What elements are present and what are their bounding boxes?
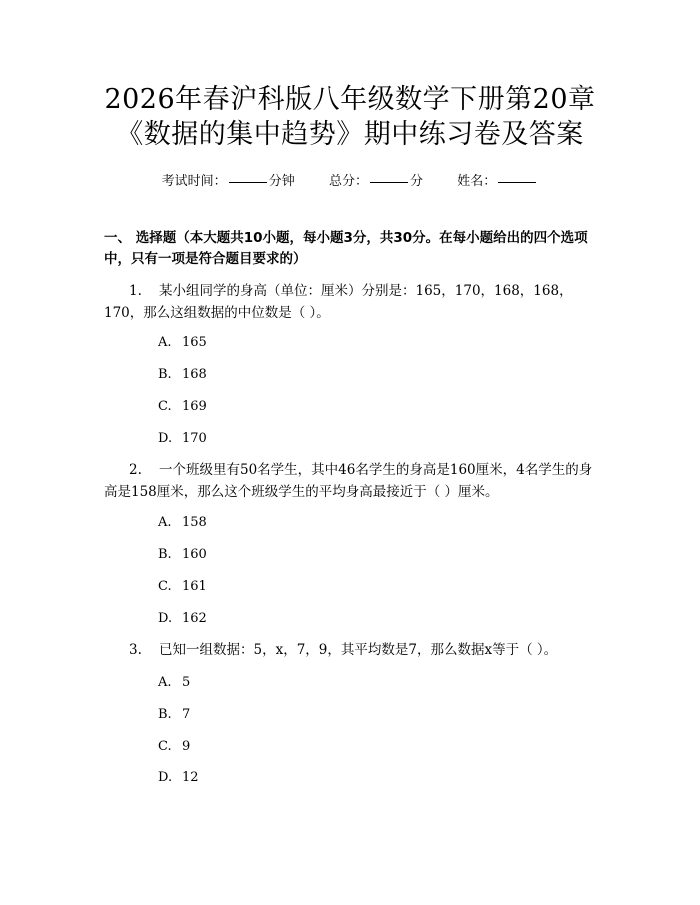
question-3-option-a (158, 676, 190, 689)
option-value: 169 (182, 399, 207, 414)
question-2-option-d (158, 612, 207, 625)
question-1-option-b (158, 368, 207, 381)
option-letter: C. (158, 579, 172, 594)
question-2-option-a (158, 516, 207, 529)
section-heading: 一、 选择题（本大题共10小题，每小题3分，共30分。在每小题给出的四个选项中，只有一项是符合题目要求的） (104, 230, 588, 267)
option-letter: B. (158, 547, 172, 562)
total-score-blank (370, 182, 408, 183)
option-value: 9 (182, 739, 191, 754)
question-1-option-c (158, 400, 207, 413)
total-score-unit: 分 (410, 174, 424, 189)
question-1-option-d (158, 432, 207, 445)
option-letter: C. (158, 739, 172, 754)
exam-time-unit: 分钟 (268, 174, 295, 189)
question-text: 一个班级里有50名学生，其中46名学生的身高是160厘米，4名学生的身高是158厘米，那么这个班级学生的平均身高最接近于（ ）厘米。 (104, 462, 593, 500)
exam-time-label: 考试时间： (161, 174, 227, 189)
option-letter: C. (158, 399, 172, 414)
student-name-label: 姓名： (457, 174, 497, 189)
option-value: 161 (182, 579, 207, 594)
option-value: 7 (182, 707, 191, 722)
option-value: 170 (182, 431, 207, 446)
option-value: 160 (182, 547, 207, 562)
option-value: 5 (182, 675, 191, 690)
option-letter: D. (158, 770, 173, 785)
option-letter: A. (158, 675, 172, 690)
student-name-blank (498, 182, 536, 183)
question-1-option-a (158, 336, 207, 349)
question-text: 某小组同学的身高（单位：厘米）分别是：165，170，168，168，170，那么这组数据的中位数是（ ）。 (104, 283, 573, 321)
option-letter: B. (158, 367, 172, 382)
question-3-option-c (158, 740, 190, 753)
exam-info-row (0, 170, 700, 189)
option-letter: A. (158, 515, 172, 530)
document-title-line-2: 《数据的集中趋势》期中练习卷及答案 (116, 119, 584, 150)
exam-time-blank (229, 182, 267, 183)
question-number: 1. (129, 283, 142, 299)
question-number: 2. (129, 462, 142, 478)
question-text: 已知一组数据：5，x，7，9，其平均数是7，那么数据x等于（ ）。 (159, 642, 558, 658)
question-3-option-d (158, 771, 199, 784)
question-3-option-b (158, 708, 190, 721)
option-value: 158 (182, 515, 207, 530)
option-letter: B. (158, 707, 172, 722)
option-value: 168 (182, 367, 207, 382)
question-2 (104, 459, 604, 503)
question-3 (104, 639, 604, 661)
option-letter: D. (158, 611, 173, 626)
option-value: 162 (182, 611, 207, 626)
question-2-option-b (158, 548, 207, 561)
question-1 (104, 280, 604, 324)
question-2-option-c (158, 580, 207, 593)
document-title-line-1: 2026年春沪科版八年级数学下册第20章 (104, 84, 596, 115)
question-number: 3. (129, 642, 142, 658)
option-letter: D. (158, 431, 173, 446)
option-value: 12 (182, 770, 199, 785)
total-score-label: 总分： (328, 174, 368, 189)
option-letter: A. (158, 335, 172, 350)
option-value: 165 (182, 335, 207, 350)
